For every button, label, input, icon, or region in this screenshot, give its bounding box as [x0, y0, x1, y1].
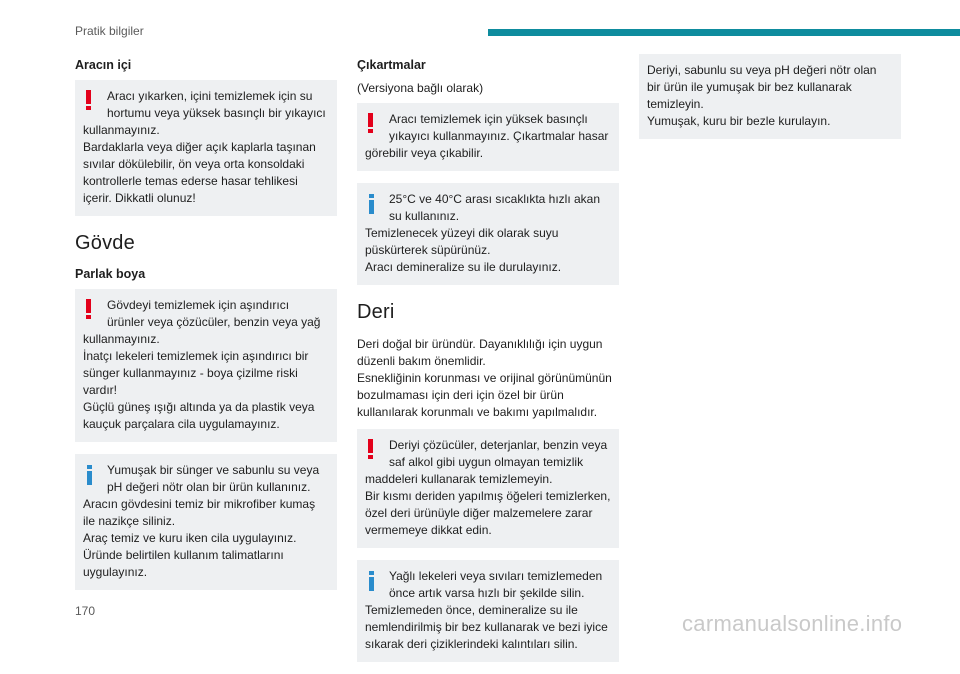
- column-1: [75, 58, 337, 602]
- warning-icon: [86, 90, 92, 110]
- warning-text: görebilir veya çıkabilir.: [365, 146, 484, 160]
- watermark: carmanualsonline.info: [682, 611, 903, 636]
- warning-text: kullanmayınız.: [83, 123, 160, 137]
- continued-box-leather: [639, 54, 901, 139]
- info-text: Aracın gövdesini temiz bir mikrofiber kumaş ile nazikçe siliniz.: [83, 497, 316, 528]
- warning-text: Güçlü güneş ışığı altında ya da plastik veya kauçuk parçalara cila uygulamayınız.: [83, 400, 315, 431]
- info-icon: [369, 194, 374, 214]
- warning-icon: [368, 113, 374, 133]
- heading-body: Gövde: [75, 232, 135, 254]
- leather-paragraph: Deri doğal bir üründür. Dayanıklılığı için uygun düzenli bakım önemlidir.: [357, 337, 603, 368]
- warning-text: Aracı yıkarken, içini temizlemek için su hortumu veya yüksek basınçlı bir yıkayıcı: [107, 89, 326, 120]
- info-text: Yağlı lekeleri veya sıvıları temizlemeden önce artık varsa hızlı bir şekilde silin.: [389, 569, 603, 600]
- version-note: (Versiyona bağlı olarak): [357, 81, 484, 95]
- warning-box-leather: [357, 429, 619, 548]
- warning-icon: [86, 299, 92, 319]
- warning-text: Bardaklarla veya diğer açık kaplarla taşınan sıvılar dökülebilir, ön veya orta konsoldaki kontrollerle temas ederse hasar tehlikesi içerir. Dikkatli olunuz!: [83, 140, 316, 205]
- warning-box-interior: [75, 80, 337, 216]
- subheading-gloss-paint: Parlak boya: [75, 267, 146, 281]
- info-text: Üründe belirtilen kullanım talimatlarını uygulayınız.: [83, 548, 284, 579]
- warning-box-paint: [75, 289, 337, 442]
- info-text: Araç temiz ve kuru iken cila uygulayınız.: [83, 531, 297, 545]
- info-icon: [369, 571, 374, 591]
- warning-text: Deriyi çözücüler, deterjanlar, benzin veya saf alkol gibi uygun olmayan temizlik: [389, 438, 608, 469]
- warning-text: Gövdeyi temizlemek için aşındırıcı ürünler veya çözücüler, benzin veya yağ: [107, 298, 321, 329]
- header-accent-bar: [488, 29, 960, 36]
- leather-paragraph: Esnekliğinin korunması ve orijinal görünümünün bozulmaması için deri için özel bir ürün kullanılarak korunmalı ve bakımı yapılmalıdır.: [357, 371, 612, 419]
- warning-text: maddeleri kullanarak temizlemeyin.: [365, 472, 553, 486]
- box-text: Yumuşak, kuru bir bezle kurulayın.: [647, 114, 831, 128]
- info-icon: [87, 465, 92, 485]
- page-header-title: Pratik bilgiler: [75, 24, 144, 38]
- box-text: Deriyi, sabunlu su veya pH değeri nötr olan bir ürün ile yumuşak bir bez kullanarak temizleyin.: [647, 63, 877, 111]
- warning-box-stickers: [357, 103, 619, 171]
- page-number: 170: [75, 604, 96, 618]
- warning-text: Bir kısmı deriden yapılmış öğeleri temizlerken, özel deri ürünüyle diğer malzemelere zarar vermemeye dikkat edin.: [365, 489, 611, 537]
- heading-interior: Aracın içi: [75, 58, 132, 72]
- warning-text: kullanmayınız.: [83, 332, 160, 346]
- info-text: 25°C ve 40°C arası sıcaklıkta hızlı akan su kullanınız.: [389, 192, 601, 223]
- warning-text: Aracı temizlemek için yüksek basınçlı yıkayıcı kullanmayınız. Çıkartmalar hasar: [389, 112, 609, 143]
- column-2: [357, 58, 619, 674]
- info-text: Temizlemeden önce, demineralize su ile nemlendirilmiş bir bez kullanarak ve bezi iyice sıkarak deri çiziklerindeki kalıntıları silin.: [365, 603, 608, 651]
- info-text: Yumuşak bir sünger ve sabunlu su veya pH değeri nötr olan bir ürün kullanınız.: [107, 463, 320, 494]
- warning-icon: [368, 439, 374, 459]
- info-text: Temizlenecek yüzeyi dik olarak suyu püskürterek süpürünüz.: [365, 226, 559, 257]
- info-text: Aracı demineralize su ile durulayınız.: [365, 260, 562, 274]
- column-3: [639, 54, 901, 151]
- warning-text: İnatçı lekeleri temizlemek için aşındırıcı bir sünger kullanmayınız - boya çizilme riski vardır!: [83, 349, 309, 397]
- info-box-stickers: [357, 183, 619, 285]
- info-box-leather: [357, 560, 619, 662]
- info-box-paint: [75, 454, 337, 590]
- heading-stickers: Çıkartmalar: [357, 58, 426, 72]
- heading-leather: Deri: [357, 301, 395, 323]
